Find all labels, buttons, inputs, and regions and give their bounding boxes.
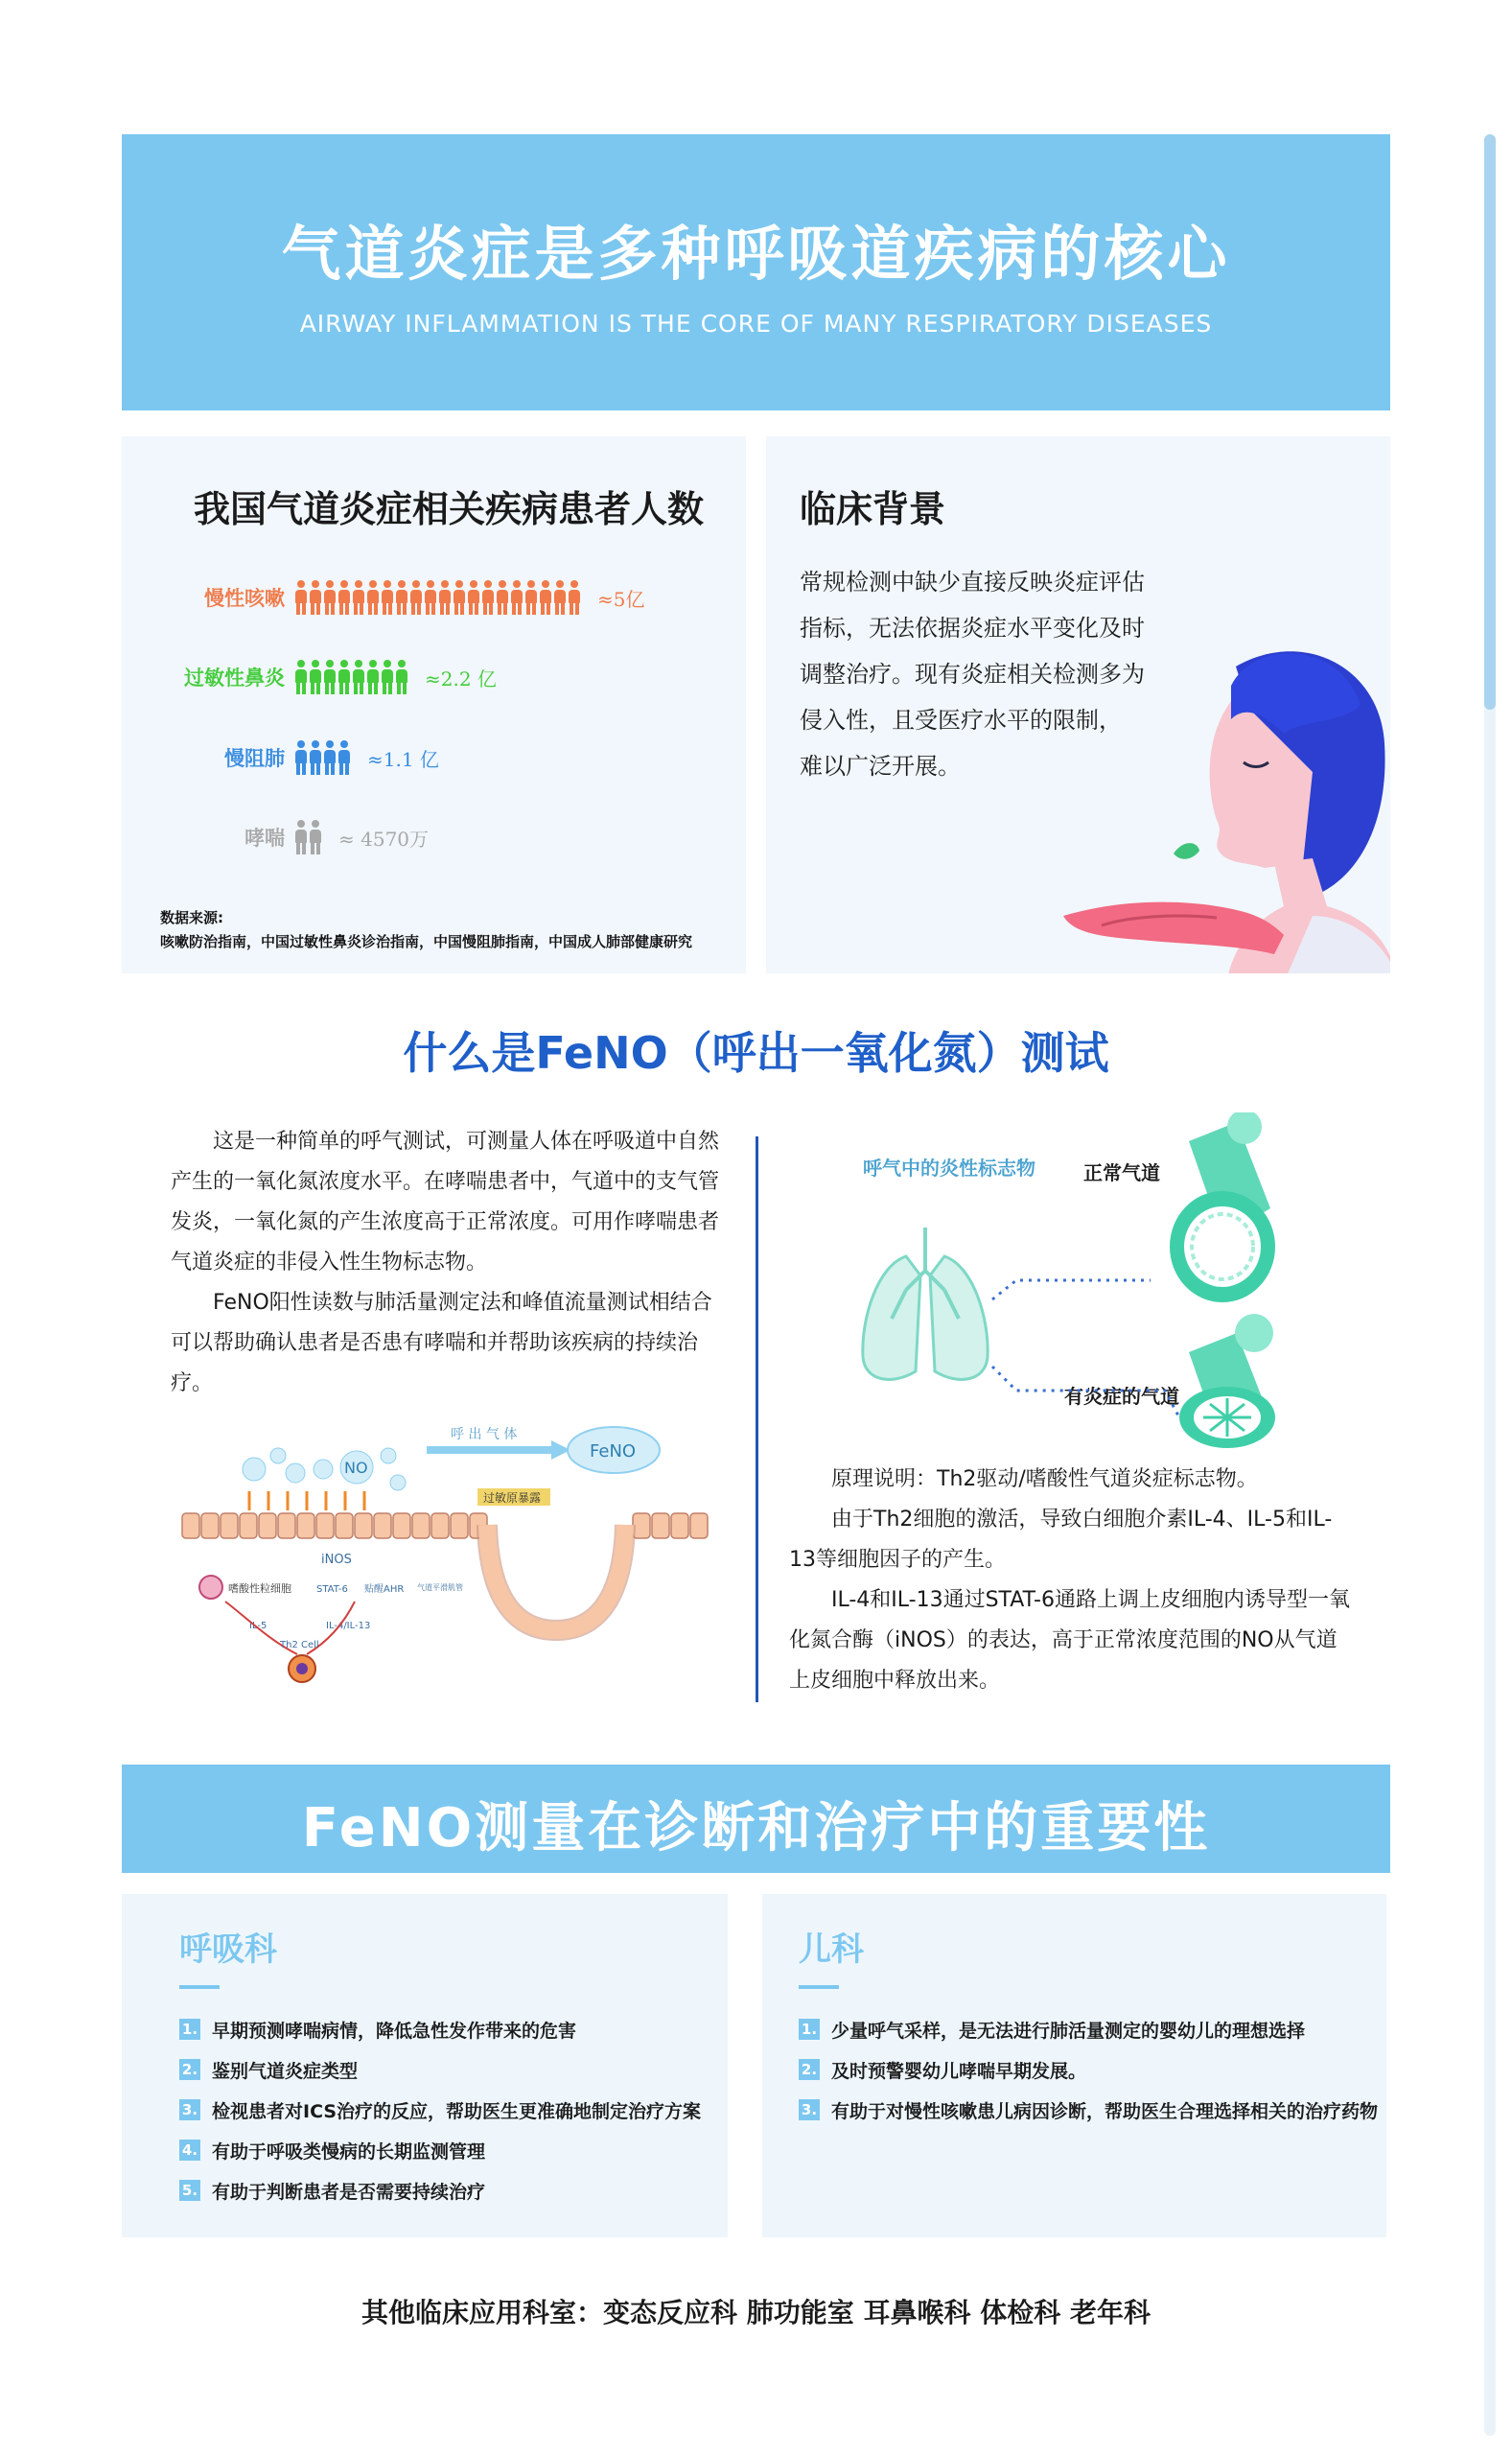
stat-value: ≈ 4570万 [338, 827, 430, 851]
hero-banner [122, 134, 1390, 410]
item-number: 3. [799, 2099, 820, 2120]
allergen-label: 过敏原暴露 [483, 1491, 542, 1505]
airway-comparison-diagram [786, 1112, 1323, 1448]
stat-label: 哮喘 [244, 827, 285, 850]
il5-label: IL-5 [249, 1621, 268, 1631]
person-icon [395, 580, 407, 615]
exhaled-label: 呼 出 气 体 [451, 1427, 518, 1442]
person-icon [323, 740, 336, 775]
person-icon [366, 660, 379, 694]
person-icon [294, 580, 307, 615]
person-icon [309, 820, 321, 854]
inos-label: iNOS [321, 1553, 352, 1567]
person-icon [337, 660, 350, 694]
feno-heading: 什么是FeNO（呼出一氧化氮）测试 [403, 1027, 1109, 1079]
feno-bubble-label: FeNO [590, 1441, 637, 1462]
source-text: 咳嗽防治指南，中国过敏性鼻炎诊治指南，中国慢阻肺指南，中国成人肺部健康研究 [160, 933, 693, 950]
stat-row-allergic-rhinitis [122, 655, 497, 699]
stat-label: 慢阻肺 [224, 747, 285, 770]
th2-label: Th2 Cell [280, 1640, 319, 1650]
inflamed-airway-label: 有炎症的气道 [1064, 1385, 1179, 1408]
person-icon [323, 660, 336, 694]
principle-paragraph-2: 由于Th2细胞的激活，导致白细胞介素IL-4、IL-5和IL-13等细胞因子的产生。 [789, 1508, 1333, 1572]
section-divider [756, 1136, 758, 1702]
person-icon [381, 660, 393, 694]
lungs-icon [863, 1256, 988, 1379]
item-text: 少量呼气采样，是无法进行肺活量测定的婴幼儿的理想选择 [831, 2020, 1306, 2042]
person-icon [366, 580, 379, 615]
stat-row-asthma [122, 815, 429, 859]
person-icon [409, 580, 422, 615]
person-icon [309, 580, 321, 615]
stat-value: ≈5亿 [597, 587, 645, 611]
principle-paragraph-1: 原理说明：Th2驱动/嗜酸性气道炎症标志物。 [831, 1467, 1258, 1491]
person-icon [539, 580, 551, 615]
woman-blowing-illustration [996, 628, 1390, 973]
item-text: 有助于呼吸类慢病的长期监测管理 [212, 2140, 486, 2163]
person-icon [309, 740, 321, 775]
person-icon [294, 820, 307, 854]
scrollbar-thumb[interactable] [1484, 134, 1496, 710]
person-icon [510, 580, 523, 615]
person-icon [496, 580, 508, 615]
title-underline [799, 1985, 839, 1989]
intro-paragraph-2: FeNO阳性读数与肺活量测定法和峰值流量测试相结合可以帮助确认患者是否患有哮喘和并帮助该疾病的持续治疗。 [171, 1291, 712, 1395]
importance-title: FeNO测量在诊断和治疗中的重要性 [301, 1797, 1211, 1860]
people-icons [294, 820, 323, 854]
eosinophil-label: 嗜酸性粒细胞 [228, 1582, 291, 1595]
source-title: 数据来源: [160, 909, 223, 926]
pediatrics-dept-panel [762, 1894, 1386, 2237]
list-item [179, 2090, 701, 2130]
il4-il13-label: IL-4/IL-13 [326, 1621, 371, 1631]
item-number: 1. [179, 2019, 200, 2040]
person-icon [309, 660, 321, 694]
patient-stats-panel [122, 436, 746, 973]
stat-label: 过敏性鼻炎 [184, 667, 285, 690]
normal-airway-label: 正常气道 [1083, 1161, 1160, 1184]
intro-paragraph-1: 这是一种简单的呼气测试，可测量人体在呼吸道中自然产生的一氧化氮浓度水平。在哮喘患者中，气道中的支气管发炎，一氧化氮的产生浓度高于正常浓度。可用作哮喘患者气道炎症的非侵入性生物标志物。 [171, 1130, 720, 1275]
hero-title: 气道炎症是多种呼吸道疾病的核心 [281, 219, 1231, 289]
list-item [179, 2009, 701, 2049]
list-item [179, 2049, 701, 2090]
stats-title: 我国气道炎症相关疾病患者人数 [194, 488, 705, 530]
list-item [179, 2130, 701, 2170]
item-text: 及时预警婴幼儿哮喘早期发展。 [831, 2060, 1087, 2082]
item-number: 5. [179, 2180, 200, 2201]
data-source [160, 906, 692, 954]
title-underline [179, 1985, 220, 1989]
item-text: 有助于判断患者是否需要持续治疗 [212, 2181, 486, 2203]
list-item [799, 2009, 1378, 2049]
principle-text [789, 1460, 1355, 1701]
clinical-text: 常规检测中缺少直接反映炎症评估指标，无法依据炎症水平变化及时调整治疗。现有炎症相关检测多为侵入性，且受医疗水平的限制， 难以广泛开展。 [800, 569, 1145, 780]
item-number: 3. [179, 2099, 200, 2120]
smooth-muscle-label: 气道平滑肌管 [417, 1583, 463, 1592]
person-icon [381, 580, 393, 615]
feno-intro-text [171, 1122, 722, 1404]
person-icon [553, 580, 566, 615]
person-icon [294, 740, 307, 775]
hero-subtitle: AIRWAY INFLAMMATION IS THE CORE OF MANY RESPIRATORY DISEASES [299, 310, 1213, 338]
ahr-label: 贴醒AHR [364, 1584, 405, 1595]
person-icon [481, 580, 494, 615]
footer-departments: 其他临床应用科室：变态反应科 肺功能室 耳鼻喉科 体检科 老年科 [361, 2297, 1151, 2328]
respiratory-title: 呼吸科 [179, 1930, 277, 1969]
pediatrics-list [799, 2009, 1378, 2130]
item-number: 2. [179, 2059, 200, 2080]
person-icon [438, 580, 451, 615]
person-icon [337, 740, 350, 775]
item-text: 检视患者对ICS治疗的反应，帮助医生更准确地制定治疗方案 [212, 2100, 702, 2122]
stat-label: 慢性咳嗽 [204, 587, 285, 610]
inflamed-airway-icon [1179, 1314, 1275, 1448]
item-number: 1. [799, 2019, 820, 2040]
list-item [799, 2049, 1378, 2090]
stat-value: ≈1.1 亿 [367, 747, 439, 771]
list-item [799, 2090, 1378, 2130]
person-icon [395, 660, 407, 694]
cell-mechanism-diagram [173, 1410, 709, 1697]
item-number: 4. [179, 2140, 200, 2161]
people-icons [294, 660, 409, 694]
stat-value: ≈2.2 亿 [425, 667, 497, 690]
importance-banner [122, 1765, 1390, 1873]
principle-paragraph-3: IL-4和IL-13通过STAT-6通路上调上皮细胞内诱导型一氧化氮合酶（iNOS）的表达，高于正常浓度范围的NO从气道上皮细胞中释放出来。 [789, 1588, 1350, 1693]
item-text: 早期预测哮喘病情，降低急性发作带来的危害 [212, 2020, 577, 2042]
item-number: 2. [799, 2059, 820, 2080]
respiratory-list [179, 2009, 701, 2210]
normal-airway-icon [1170, 1112, 1275, 1302]
stat6-label: STAT-6 [316, 1584, 348, 1595]
person-icon [524, 580, 537, 615]
stat-row-chronic-cough [122, 575, 644, 620]
clinical-title: 临床背景 [800, 488, 946, 530]
item-text: 鉴别气道炎症类型 [212, 2060, 359, 2082]
clinical-background-panel [766, 436, 1390, 973]
person-icon [352, 580, 364, 615]
people-icons [294, 740, 352, 775]
person-icon [453, 580, 465, 615]
scrollbar[interactable] [1484, 134, 1496, 2436]
no-label: NO [344, 1459, 368, 1477]
stat-row-copd [122, 736, 439, 780]
pediatrics-title: 儿科 [799, 1930, 864, 1969]
markers-label: 呼气中的炎性标志物 [863, 1157, 1035, 1180]
person-icon [352, 660, 364, 694]
respiratory-dept-panel [122, 1894, 728, 2237]
person-icon [294, 660, 307, 694]
person-icon [337, 580, 350, 615]
person-icon [467, 580, 479, 615]
person-icon [568, 580, 580, 615]
people-icons [294, 580, 582, 615]
person-icon [424, 580, 436, 615]
item-text: 有助于对慢性咳嗽患儿病因诊断，帮助医生合理选择相关的治疗药物 [831, 2100, 1379, 2122]
person-icon [323, 580, 336, 615]
list-item [179, 2170, 701, 2210]
